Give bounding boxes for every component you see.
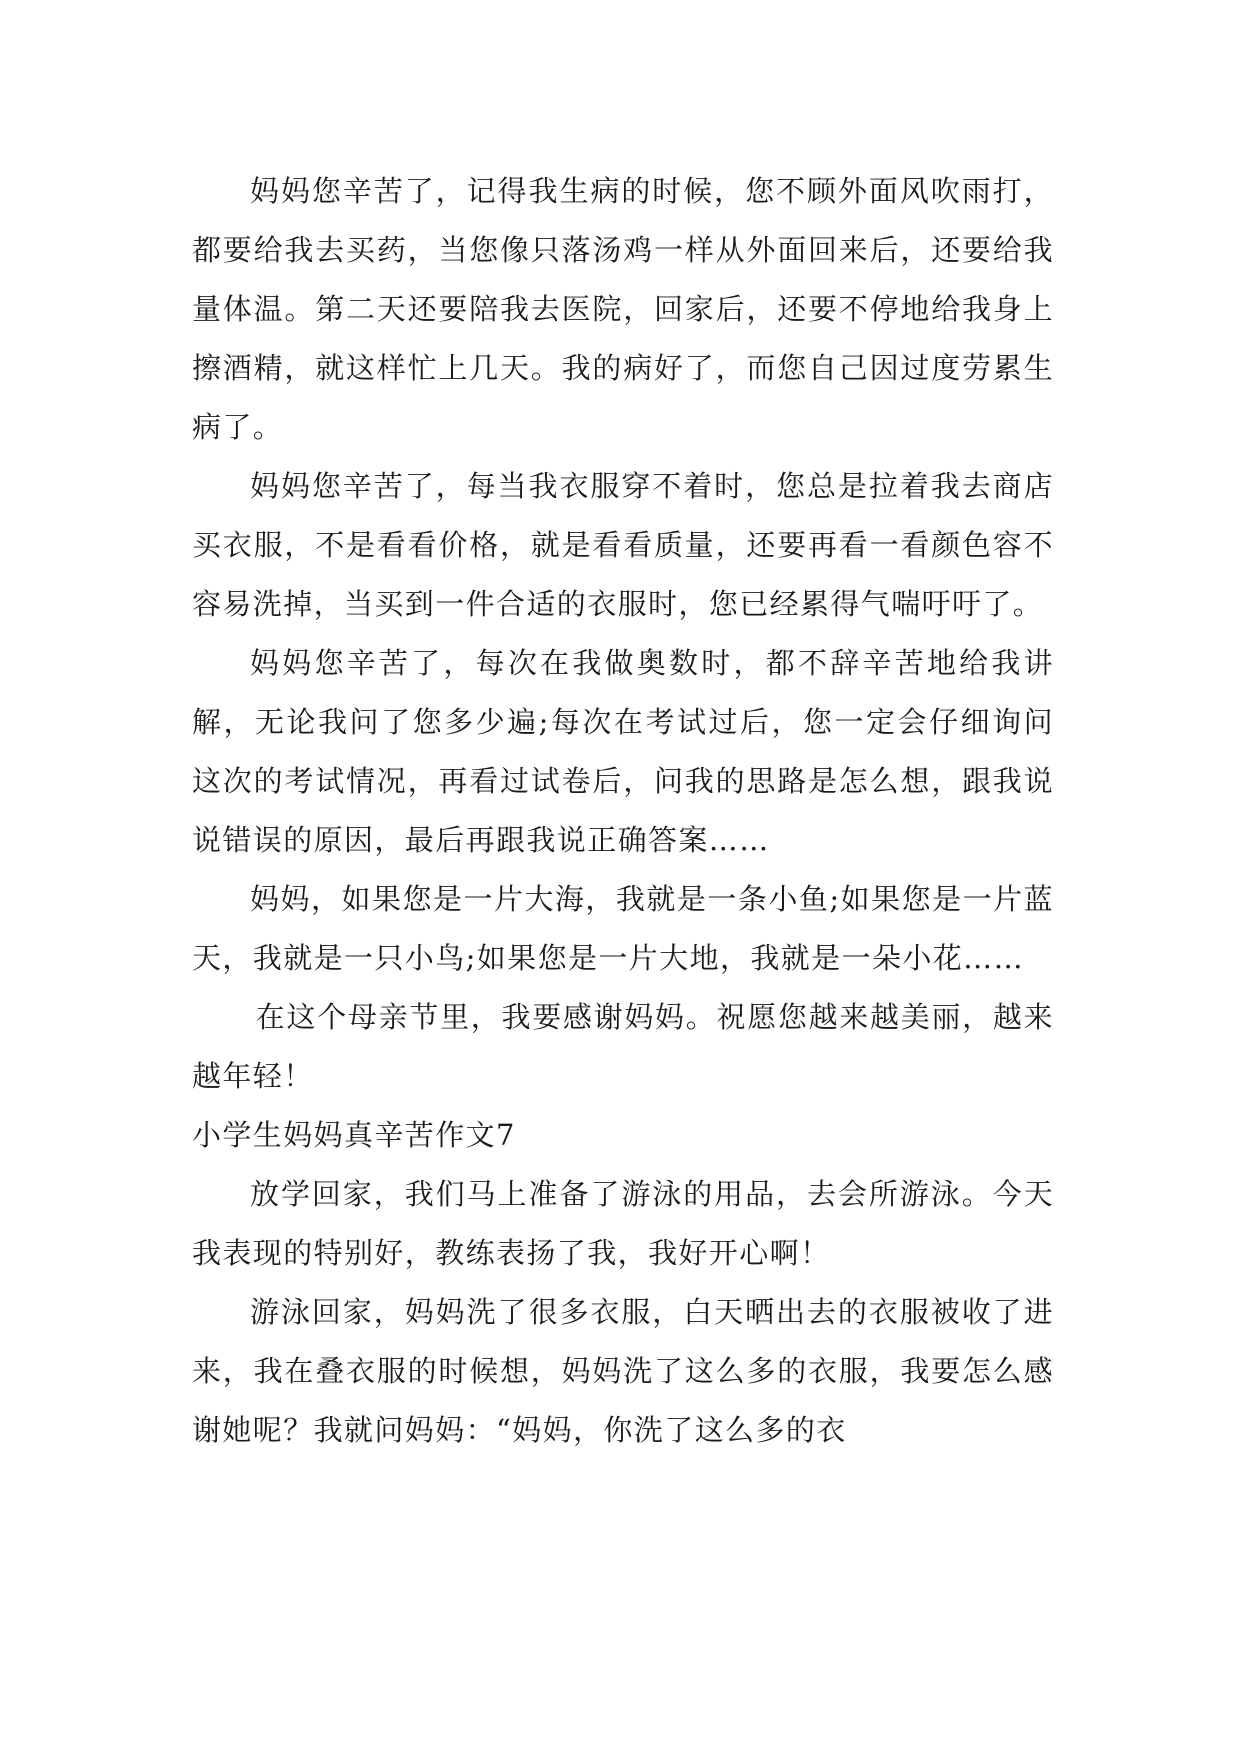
paragraph-mother-teaching-math: 妈妈您辛苦了，每次在我做奥数时，都不辞辛苦地给我讲解，无论我问了您多少遍;每次在考试过后，您一定会仔细询问这次的考试情况，再看过试卷后，问我的思路是怎么想，跟我说说错误的原因，最后再跟我说正确答案…… (192, 646, 1054, 857)
paragraph-mother-buying-clothes: 妈妈您辛苦了，每当我衣服穿不着时，您总是拉着我去商店买衣服，不是看看价格，就是看看质量，还要再看一看颜色容不容易洗掉，当买到一件合适的衣服时，您已经累得气喘吁吁了。 (192, 469, 1054, 621)
document-body (192, 162, 1054, 1460)
paragraph-metaphors: 妈妈，如果您是一片大海，我就是一条小鱼;如果您是一片蓝天，我就是一只小鸟;如果您是一片大地，我就是一朵小花…… (192, 882, 1054, 975)
paragraph-swimming: 放学回家，我们马上准备了游泳的用品，去会所游泳。今天我表现的特别好，教练表扬了我，我好开心啊！ (192, 1177, 1054, 1270)
paragraph-mother-care-when-sick: 妈妈您辛苦了，记得我生病的时候，您不顾外面风吹雨打，都要给我去买药，当您像只落汤鸡一样从外面回来后，还要给我量体温。第二天还要陪我去医院，回家后，还要不停地给我身上擦酒精，就这样忙上几天。我的病好了，而您自己因过度劳累生病了。 (192, 174, 1054, 444)
section-heading: 小学生妈妈真辛苦作文7 (192, 1118, 516, 1152)
paragraph-folding-clothes: 游泳回家，妈妈洗了很多衣服，白天晒出去的衣服被收了进来，我在叠衣服的时候想，妈妈洗了这么多的衣服，我要怎么感谢她呢？我就问妈妈：“妈妈，你洗了这么多的衣 (192, 1295, 1054, 1447)
paragraph-mothers-day-thanks: 在这个母亲节里，我要感谢妈妈。祝愿您越来越美丽，越来越年轻！ (192, 1000, 1054, 1093)
